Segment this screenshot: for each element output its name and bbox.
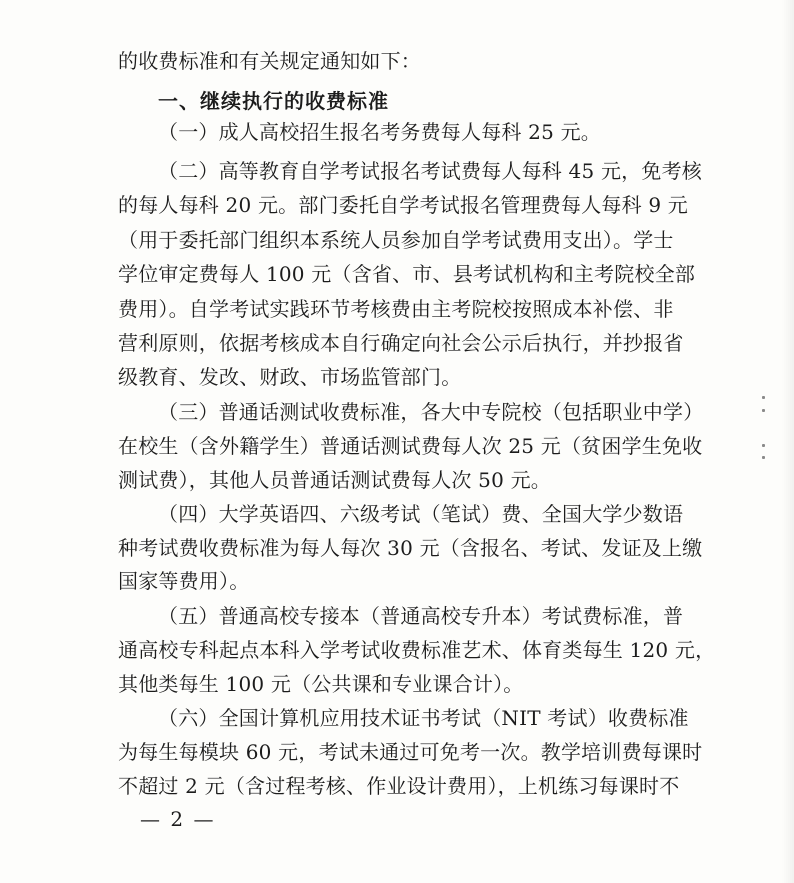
binding-mark bbox=[762, 409, 765, 412]
text-line: 级教育、发改、财政、市场监管部门。 bbox=[118, 365, 462, 389]
text-line: 在校生（含外籍学生）普通话测试费每人次 25 元（贫困学生免收 bbox=[118, 434, 703, 458]
text-line: （一）成人高校招生报名考务费每人每科 25 元。 bbox=[158, 120, 601, 144]
text-line: 不超过 2 元（含过程考核、作业设计费用），上机练习每课时不 bbox=[118, 774, 680, 798]
page-number: — 2 — bbox=[140, 807, 216, 831]
text-line: （用于委托部门组织本系统人员参加自学考试费用支出）。学士 bbox=[118, 228, 674, 252]
text-line: 测试费），其他人员普通话测试费每人次 50 元。 bbox=[118, 468, 551, 492]
text-line: 国家等费用）。 bbox=[118, 569, 250, 593]
text-line: （五）普通高校专接本（普通高校专升本）考试费标准，普 bbox=[158, 604, 684, 628]
section-heading: 一、继续执行的收费标准 bbox=[158, 89, 389, 113]
page-edge-shadow bbox=[782, 0, 794, 883]
text-line: （三）普通话测试收费标准，各大中专院校（包括职业中学） bbox=[158, 400, 704, 424]
text-line: 费用）。自学考试实践环节考核费由主考院校按照成本补偿、非 bbox=[118, 297, 674, 321]
text-line: 通高校专科起点本科入学考试收费标准艺术、体育类每生 120 元， bbox=[118, 638, 716, 662]
text-line: 种考试费收费标准为每人每次 30 元（含报名、考试、发证及上缴 bbox=[118, 536, 703, 560]
text-line: 的收费标准和有关规定通知如下： bbox=[118, 49, 421, 73]
text-line: 为每生每模块 60 元，考试未通过可免考一次。教学培训费每课时 bbox=[118, 740, 703, 764]
binding-mark bbox=[762, 444, 765, 447]
text-line: （六）全国计算机应用技术证书考试（NIT 考试）收费标准 bbox=[158, 706, 689, 730]
binding-mark bbox=[762, 396, 765, 399]
binding-mark bbox=[762, 456, 765, 459]
text-line: 的每人每科 20 元。部门委托自学考试报名管理费每人每科 9 元 bbox=[118, 193, 689, 217]
text-line: 学位审定费每人 100 元（含省、市、县考试机构和主考院校全部 bbox=[118, 262, 696, 286]
text-line: （四）大学英语四、六级考试（笔试）费、全国大学少数语 bbox=[158, 502, 684, 526]
text-line: 其他类每生 100 元（公共课和专业课合计）。 bbox=[118, 672, 524, 696]
text-line: （二）高等教育自学考试报名考试费每人每科 45 元，免考核 bbox=[158, 159, 702, 183]
text-line: 营利原则，依据考核成本自行确定向社会公示后执行，并抄报省 bbox=[118, 331, 684, 355]
